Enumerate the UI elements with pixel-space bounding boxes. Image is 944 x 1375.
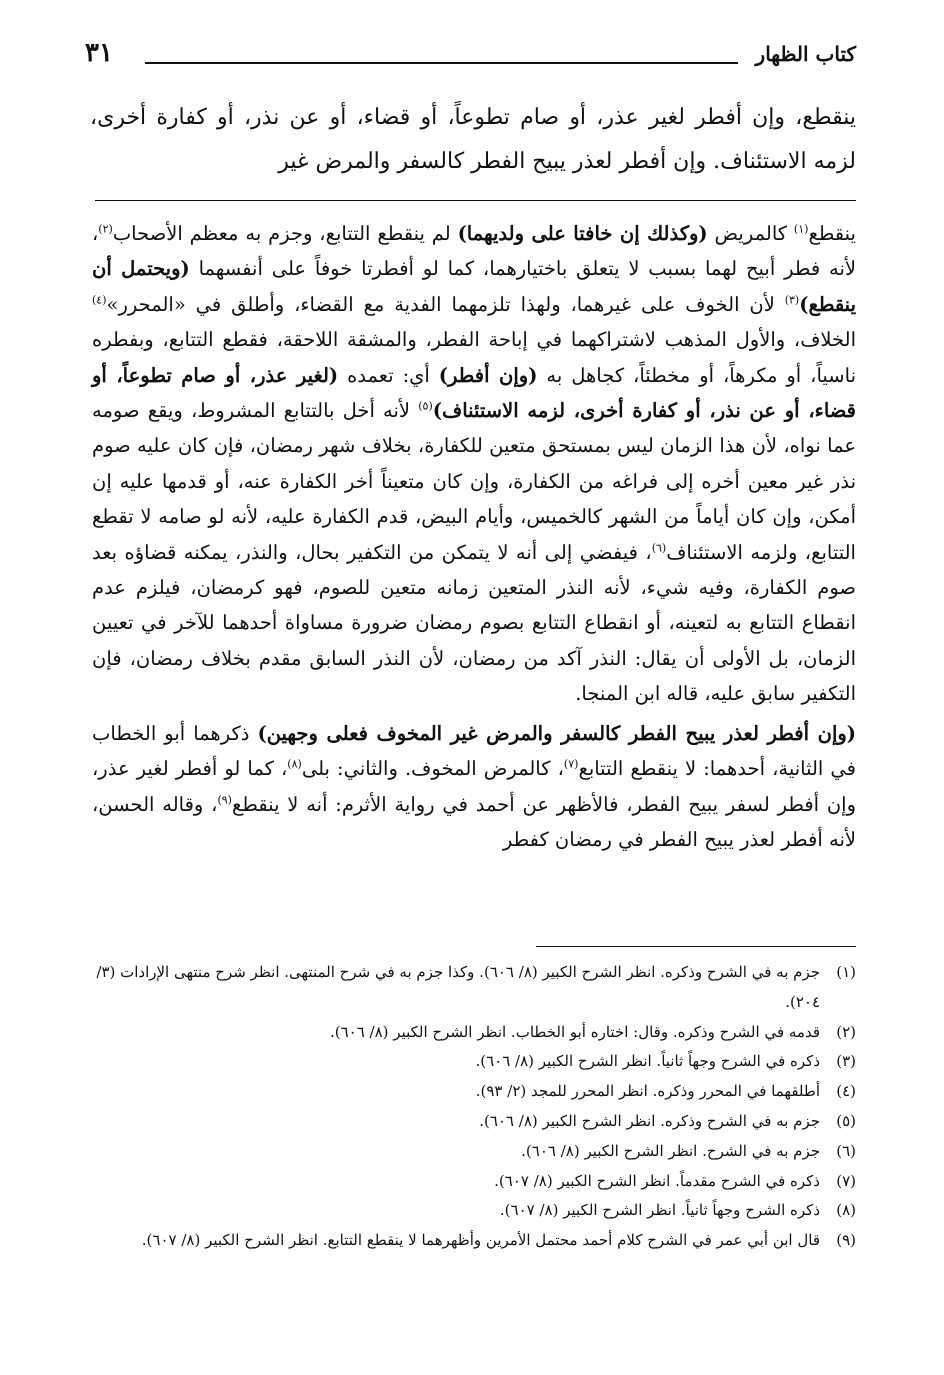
footnote: [90, 958, 856, 1018]
footnote-number: (٣): [836, 1052, 856, 1071]
text-run: ، كما لو أفطر لغير عذر، وإن أفطر لسفر يبيح الفطر، فالأظهر عن أحمد في رواية الأثرم: أنه لا ينقطع: [92, 757, 857, 816]
text-run: ، لأنه فطر أبيح لهما بسبب لا يتعلق باختيارهما، كما لو أفطرتا خوفاً على أنفسهما: [92, 222, 856, 281]
footnote-text: جزم به في الشرح. انظر الشرح الكبير (٨/ ٦٠٦).: [521, 1141, 820, 1160]
footnote-number: (٦): [836, 1141, 856, 1160]
footnote-text: قال ابن أبي عمر في الشرح كلام أحمد محتمل الأمرين وأظهرهما لا ينقطع التتابع. انظر الشرح الكبير (٨/ ٦٠٧).: [141, 1231, 820, 1250]
footnote-ref: (٤): [92, 293, 107, 307]
chapter-title: كتاب الظهار: [755, 42, 856, 66]
footnote-text: ذكره في الشرح مقدماً. انظر الشرح الكبير (٨/ ٦٠٧).: [494, 1171, 820, 1190]
quoted-matn: (ويحتمل أن ينقطع): [92, 257, 856, 316]
footnote: [90, 1226, 856, 1256]
text-run: ذكرهما أبو الخطاب في الثانية، أحدهما: لا ينقطع التتابع: [92, 721, 856, 781]
text-run: ، وقاله الحسن، لأنه أفطر لعذر يبيح الفطر في رمضان كفطر: [92, 792, 856, 851]
footnote: [90, 1167, 856, 1197]
footnote-separator: [536, 946, 856, 947]
footnote-ref: (٩): [217, 793, 232, 806]
footnote-ref: (٨): [287, 757, 302, 771]
footnote-text: أطلقهما في المحرر وذكره. انظر المحرر للمجد (٢/ ٩٣).: [475, 1082, 820, 1101]
footnote-text: قدمه في الشرح وذكره. وقال: اختاره أبو الخطاب. انظر الشرح الكبير (٨/ ٦٠٦).: [329, 1022, 820, 1041]
quoted-matn: (لغير عذر، أو صام تطوعاً، أو قضاء، أو عن نذر، أو كفارة أخرى، لزمه الاستئناف): [92, 363, 856, 423]
footnote: [90, 1018, 856, 1048]
footnote-ref: (٦): [651, 541, 667, 555]
footnote-ref: (٢): [98, 222, 113, 236]
footnote-text: ذكره الشرح وجهاً ثانياً. انظر الشرح الكبير (٨/ ٦٠٧).: [499, 1201, 820, 1220]
text-run: الخلاف، والأول المذهب لاشتراكهما في إباحة الفطر، والمشقة اللاحقة، فقطع التتابع، وبفطره ناسياً، أو مكرهاً، أو مخطئاً، كجاهل به: [92, 328, 856, 387]
commentary: [92, 216, 856, 857]
footnote: [90, 1196, 856, 1226]
quoted-matn: (وكذلك إن خافتا على ولديهما): [457, 222, 708, 245]
footnotes: [90, 958, 856, 1256]
footnote-ref: (٣): [784, 293, 800, 307]
matn-separator: [95, 200, 856, 201]
text-run: ، فيفضي إلى أنه لا يتمكن من التكفير بحال، والنذر، يمكنه قضاؤه بعد صوم الكفارة، وفيه شيء، لأنه النذر المتعين زمانه متعين للصوم، فهو كرمضان، فيلزم عدم انقطاع التتابع به لتعينه، أو انقطاع التتابع بصوم رمضان ضرورة مساواة أحدهما للآخر في تعيين الزمان، بل الأولى أن يقال: النذر آكد من رمضان، لأن النذر السابق مقدم بخلاف رمضان، فإن التكفير سابق عليه، قاله ابن المنجا.: [92, 540, 856, 706]
footnote-text: جزم به في الشرح وذكره. انظر الشرح الكبير (٨/ ٦٠٦).: [479, 1111, 820, 1130]
footnote-ref: (٥): [418, 399, 433, 413]
matn-text: ينقطع، وإن أفطر لغير عذر، أو صام تطوعاً، أو قضاء، أو عن نذر، أو كفارة أخرى، لزمه الاستئناف. وإن أفطر لعذر يبيح الفطر كالسفر والمرض غير: [90, 105, 856, 174]
footnote-number: (٩): [836, 1231, 856, 1250]
footnote-number: (٧): [836, 1171, 856, 1190]
page-number: ٣١: [85, 38, 113, 68]
text-run: كالمريض: [707, 222, 794, 245]
text-run: ينقطع: [808, 222, 856, 245]
footnote: [90, 1077, 856, 1107]
footnote: [90, 1047, 856, 1077]
text-run: لأنه أخل بالتتابع المشروط، ويقع صومه عما نواه، لأن هذا الزمان ليس بمستحق متعين للكفارة، بخلاف شهر رمضان، فإن كان عليه صوم نذر غير معين أخره إلى فراغه من الكفارة، وإن كان متعيناً أخر الكفارة عنه، أو قدمها عليه إن أمكن، وإن كان أياماً من الشهر كالخميس، وأيام البيض، قدم الكفارة عليه، لأنه لو صامه لا تقطع التتابع، ولزمه الاستئناف: [92, 399, 856, 564]
footnote-ref: (٧): [563, 757, 579, 771]
footnote: [90, 1137, 856, 1167]
text-run: لأن الخوف على غيرهما، ولهذا تلزمهما الفدية مع القضاء، وأطلق في «المحرر»: [106, 292, 785, 316]
commentary-paragraph-2: [92, 716, 856, 858]
footnote-number: (٥): [836, 1111, 856, 1130]
footnote-number: (١): [836, 963, 856, 981]
footnote-text: ذكره في الشرح وجهاً ثانياً. انظر الشرح الكبير (٨/ ٦٠٦).: [475, 1052, 820, 1071]
commentary-paragraph-1: [92, 216, 856, 712]
text-run: أي: تعمده: [338, 363, 439, 387]
footnote: [90, 1107, 856, 1137]
quoted-matn: (وإن أفطر لعذر يبيح الفطر كالسفر والمرض غير المخوف فعلى وجهين): [257, 721, 857, 745]
text-run: ، كالمرض المخوف. والثاني: بلى: [301, 757, 564, 781]
footnote-ref: (١): [793, 222, 809, 236]
running-header: [85, 38, 856, 78]
footnote-number: (٤): [836, 1082, 856, 1101]
footnote-number: (٨): [836, 1201, 856, 1220]
quoted-matn: (وإن أفطر): [438, 363, 538, 387]
footnote-number: (٢): [836, 1022, 856, 1041]
footnote-text: جزم به في الشرح وذكره. انظر الشرح الكبير (٨/ ٦٠٦). وكذا جزم به في شرح المنتهى. انظر شرح منتهى الإرادات (٣/ ٢٠٤).: [96, 963, 820, 1011]
header-rule: [145, 62, 738, 64]
text-run: لم ينقطع التتابع، وجزم به معظم الأصحاب: [112, 222, 458, 245]
